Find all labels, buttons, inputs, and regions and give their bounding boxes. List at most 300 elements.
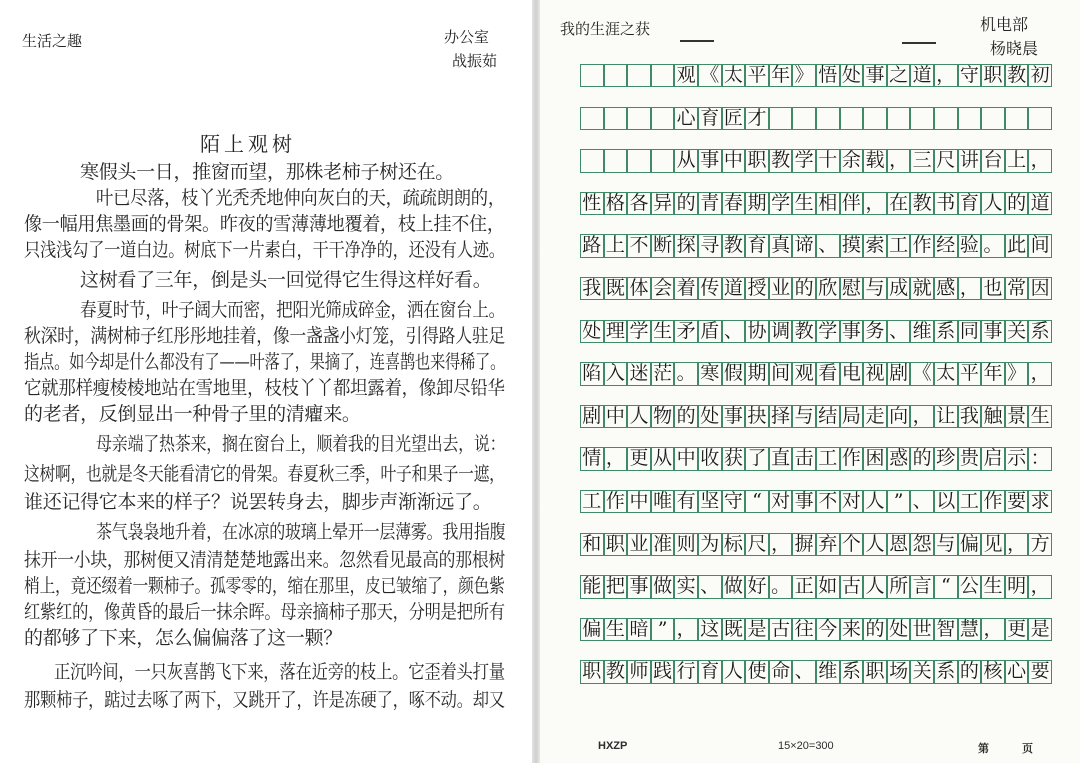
grid-char: 常	[1007, 277, 1027, 299]
grid-char: 从	[676, 149, 696, 172]
title-underline	[680, 40, 714, 42]
grid-char: 的	[865, 617, 885, 640]
left-line: 梢上，竟还缀着一颗柿子。孤零零的，缩在那里，皮已皱缩了，颜色紫	[24, 575, 505, 597]
grid-char: 择	[771, 404, 791, 427]
grid-char: ，	[1030, 149, 1050, 172]
grid-char: 期	[747, 362, 767, 385]
grid-char: 教	[605, 660, 625, 683]
grid-char: 贵	[959, 447, 979, 470]
grid-char: 就	[912, 277, 932, 299]
grid-char: 情	[582, 447, 602, 470]
grid-cell	[792, 107, 816, 130]
right-topic-label: 我的生涯之获	[560, 20, 651, 38]
grid-char: ”	[657, 617, 668, 640]
grid-char: 平	[747, 64, 767, 86]
grid-char: 职	[582, 660, 602, 683]
grid-char: 更	[629, 447, 649, 470]
grid-char: 着	[676, 277, 696, 299]
grid-char: 教	[794, 319, 814, 342]
grid-cell	[840, 107, 864, 130]
grid-char: 工	[582, 490, 602, 512]
left-line: 抹开一小块，那树便又清清楚楚地露出来。忽然看见最高的那根树	[24, 549, 506, 571]
grid-char: ，	[1030, 575, 1050, 598]
grid-char: 道	[723, 277, 743, 299]
grid-char: 此	[1007, 234, 1027, 257]
grid-char: 验	[959, 234, 979, 257]
grid-char: 言	[912, 575, 932, 598]
grid-char: 摸	[841, 234, 861, 257]
grid-char: 人	[865, 532, 885, 555]
grid-char: 年	[983, 362, 1003, 385]
grid-char: 成	[889, 277, 909, 299]
grid-char: 不	[818, 490, 838, 512]
grid-cell	[651, 149, 675, 172]
grid-char: 以	[936, 490, 956, 512]
grid-char: 作	[983, 490, 1003, 512]
grid-char: 太	[723, 64, 743, 86]
left-line: 它就那样瘦棱棱地站在雪地里，枝枝丫丫都坦露着，像卸尽铅华	[24, 377, 505, 399]
grid-char: 今	[818, 617, 838, 640]
grid-char: 观	[676, 64, 696, 86]
grid-char: 的	[1007, 191, 1027, 214]
grid-char: 准	[653, 532, 673, 555]
footer-spec: 15×20=300	[778, 740, 834, 752]
grid-char: 与	[936, 532, 956, 555]
grid-char: 直	[771, 447, 791, 470]
grid-char: 生	[605, 617, 625, 640]
grid-cell	[934, 107, 958, 130]
grid-char: 偏	[582, 617, 602, 640]
grid-char: 慧	[959, 617, 979, 640]
grid-char: 人	[629, 404, 649, 427]
grid-char: 暗	[629, 617, 649, 640]
grid-char: 是	[747, 617, 767, 640]
grid-char: 作	[605, 490, 625, 512]
grid-cell	[651, 107, 675, 130]
grid-char: 系	[936, 319, 956, 342]
grid-char: 所	[889, 575, 909, 598]
grid-char: 系	[841, 660, 861, 683]
grid-cell	[627, 149, 651, 172]
grid-char: 讲	[959, 149, 979, 172]
grid-char: 践	[653, 660, 673, 683]
grid-char: 关	[1007, 319, 1027, 342]
grid-char: 与	[865, 277, 885, 299]
grid-char: ，	[936, 64, 956, 86]
grid-char: 、	[723, 319, 743, 342]
grid-char: 学	[818, 319, 838, 342]
grid-char: 场	[889, 660, 909, 683]
left-line: 红紫红的，像黄昏的最后一抹余晖。母亲摘柿子那天，分明是把所有	[24, 601, 505, 623]
grid-char: 十	[818, 149, 838, 172]
grid-char: 的	[912, 447, 932, 470]
grid-char: 慰	[841, 277, 861, 299]
grid-char: 伴	[841, 191, 861, 214]
left-line: 茶气袅袅地升着，在冰凉的玻璃上晕开一层薄雾。我用指腹	[96, 521, 506, 543]
grid-char: 心	[1007, 660, 1027, 683]
left-line: 秋深时，满树柿子红彤彤地挂着，像一盏盏小灯笼，引得路人驻足	[24, 325, 506, 347]
grid-char: 景	[1007, 404, 1027, 427]
grid-char: “	[752, 490, 762, 512]
grid-char: 从	[653, 447, 673, 470]
page-gutter	[532, 0, 540, 763]
grid-char: 的	[959, 660, 979, 683]
grid-char: 要	[1007, 490, 1027, 512]
grid-cell	[981, 107, 1005, 130]
grid-char: 物	[653, 404, 673, 427]
grid-char: 之	[889, 64, 909, 86]
grid-char: 我	[582, 277, 602, 299]
grid-char: 的	[794, 277, 814, 299]
grid-char: ，	[889, 149, 909, 172]
grid-char: 生	[983, 575, 1003, 598]
grid-char: 视	[865, 362, 885, 385]
grid-char: 载	[865, 149, 885, 172]
grid-char: 、	[818, 234, 838, 257]
grid-char: 核	[983, 660, 1003, 683]
footer-page-suffix: 页	[1022, 743, 1033, 755]
grid-char: 在	[889, 191, 909, 214]
grid-char: 尺	[747, 532, 767, 555]
grid-char: 公	[959, 575, 979, 598]
grid-char: 行	[676, 660, 696, 683]
grid-char: 向	[889, 404, 909, 427]
grid-char: 春	[723, 191, 743, 214]
grid-char: 。	[771, 575, 791, 598]
grid-char: 不	[629, 234, 649, 257]
left-line: 谁还记得它本来的样子？说罢转身去，脚步声渐渐远了。	[24, 491, 492, 513]
grid-char: 有	[676, 490, 696, 512]
grid-cell	[863, 107, 887, 130]
grid-char: 心	[676, 106, 696, 129]
left-line: 寒假头一日，推窗而望，那株老柿子树还在。	[80, 161, 455, 183]
grid-char: 实	[676, 575, 696, 598]
grid-char: ，	[912, 404, 932, 427]
grid-char: 把	[605, 575, 625, 598]
grid-char: 路	[582, 234, 602, 257]
grid-char: 作	[912, 234, 932, 257]
grid-char: 能	[582, 575, 602, 598]
grid-char: 工	[959, 490, 979, 512]
grid-cell	[958, 107, 982, 130]
grid-char: 事	[841, 319, 861, 342]
grid-char: 体	[629, 277, 649, 299]
grid-char: 使	[747, 660, 767, 683]
grid-cell	[627, 64, 651, 87]
grid-char: 工	[889, 234, 909, 257]
grid-char: 育	[700, 106, 720, 129]
grid-char: 迷	[629, 362, 649, 385]
grid-char: 的	[676, 404, 696, 427]
grid-char: “	[940, 575, 951, 598]
grid-char: 珍	[936, 447, 956, 470]
grid-char: 事	[983, 319, 1003, 342]
left-line: 母亲端了热茶来，搁在窗台上，顺着我的目光望出去，说：	[96, 433, 506, 455]
grid-char: 处	[841, 64, 861, 86]
grid-char: ，	[1030, 362, 1050, 385]
grid-char: 职	[983, 64, 1003, 86]
grid-char: 既	[605, 277, 625, 299]
grid-char: 教	[912, 191, 932, 214]
grid-char: 局	[841, 404, 861, 427]
grid-char: 才	[747, 106, 767, 129]
grid-char: 来	[841, 617, 861, 640]
grid-char: 世	[912, 617, 932, 640]
grid-cell	[580, 149, 604, 172]
grid-char: 会	[653, 277, 673, 299]
grid-char: 上	[605, 234, 625, 257]
left-line: 的老者，反倒显出一种骨子里的清癯来。	[24, 403, 361, 425]
grid-char: 职	[865, 660, 885, 683]
grid-cell	[604, 107, 628, 130]
grid-char: 业	[629, 532, 649, 555]
grid-char: 人	[865, 575, 885, 598]
grid-char: 矛	[676, 319, 696, 342]
grid-char: 的	[676, 191, 696, 214]
grid-char: 学	[771, 191, 791, 214]
grid-char: 击	[794, 447, 814, 470]
grid-char: 欣	[818, 277, 838, 299]
grid-char: 育	[700, 660, 720, 683]
grid-char: 好	[747, 575, 767, 598]
grid-char: 盾	[700, 319, 720, 342]
grid-char: 陷	[582, 362, 602, 385]
grid-char: 职	[605, 532, 625, 555]
grid-char: 经	[936, 234, 956, 257]
grid-char: 悟	[818, 64, 838, 86]
grid-char: 事	[794, 490, 814, 512]
grid-char: 育	[747, 234, 767, 257]
grid-char: 平	[959, 362, 979, 385]
grid-char: 断	[653, 234, 673, 257]
grid-char: 上	[1007, 149, 1027, 172]
grid-char: 中	[605, 404, 625, 427]
grid-cell	[651, 64, 675, 87]
grid-char: 《	[912, 362, 932, 385]
grid-char: 事	[629, 575, 649, 598]
grid-char: 教	[1007, 64, 1027, 86]
grid-char: 对	[841, 490, 861, 512]
grid-char: 教	[771, 149, 791, 172]
grid-char: 明	[1007, 575, 1027, 598]
grid-char: 《	[700, 64, 720, 86]
grid-char: 中	[676, 447, 696, 470]
grid-char: 人	[723, 660, 743, 683]
grid-char: 也	[983, 277, 1003, 299]
grid-char: 格	[605, 191, 625, 214]
grid-char: ，	[865, 191, 885, 214]
grid-char: 匠	[723, 106, 743, 129]
grid-char: 弃	[818, 532, 838, 555]
grid-cell	[816, 107, 840, 130]
grid-char: 生	[1030, 404, 1050, 427]
grid-char: 、	[794, 660, 814, 683]
grid-char: 调	[771, 319, 791, 342]
grid-char: 协	[747, 319, 767, 342]
grid-char: ：	[1030, 447, 1050, 470]
grid-char: 寻	[700, 234, 720, 257]
grid-char: 间	[1030, 234, 1050, 257]
grid-char: 则	[676, 532, 696, 555]
grid-char: 师	[629, 660, 649, 683]
grid-char: 年	[771, 64, 791, 86]
grid-char: 务	[865, 319, 885, 342]
grid-char: 我	[959, 404, 979, 427]
grid-char: 处	[889, 617, 909, 640]
grid-char: 尺	[936, 149, 956, 172]
grid-char: 获	[723, 447, 743, 470]
grid-char: 观	[794, 362, 814, 385]
grid-char: ，	[676, 617, 696, 640]
left-line: 叶已尽落，枝丫光秃秃地伸向灰白的天，疏疏朗朗的，	[96, 187, 505, 209]
grid-char: 中	[723, 149, 743, 172]
grid-char: 生	[794, 191, 814, 214]
grid-char: 系	[1030, 319, 1050, 342]
grid-char: 真	[771, 234, 791, 257]
grid-char: 做	[723, 575, 743, 598]
grid-char: 生	[653, 319, 673, 342]
grid-char: 寒	[700, 362, 720, 385]
grid-char: 相	[818, 191, 838, 214]
grid-char: 抉	[747, 404, 767, 427]
grid-char: 偏	[959, 532, 979, 555]
grid-char: 命	[771, 660, 791, 683]
left-line: 这树看了三年，倒是头一回觉得它生得这样好看。	[80, 269, 492, 291]
left-line: 像一幅用焦墨画的骨架。昨夜的雪薄薄地覆着，枝上挂不住，	[24, 213, 505, 235]
grid-char: 各	[629, 191, 649, 214]
grid-char: 职	[747, 149, 767, 172]
grid-char: 个	[841, 532, 861, 555]
grid-cell	[580, 64, 604, 87]
grid-char: 摒	[794, 532, 814, 555]
grid-char: 处	[700, 404, 720, 427]
grid-char: 事	[723, 404, 743, 427]
grid-char: 异	[653, 191, 673, 214]
grid-char: 太	[936, 362, 956, 385]
grid-char: 智	[936, 617, 956, 640]
left-line: 指点。如今却是什么都没有了——叶落了，果摘了，连喜鹊也来得稀了。	[24, 351, 506, 373]
grid-char: ，	[1007, 532, 1027, 555]
grid-char: 为	[700, 532, 720, 555]
grid-char: 剧	[889, 362, 909, 385]
grid-char: 业	[771, 277, 791, 299]
grid-cell	[910, 107, 934, 130]
right-author: 杨晓晨	[990, 39, 1039, 58]
grid-char: 道	[1030, 191, 1050, 214]
left-page	[0, 0, 532, 763]
grid-char: 》	[794, 64, 814, 86]
grid-cell	[604, 64, 628, 87]
grid-char: 索	[865, 234, 885, 257]
footer-brand: HXZP	[598, 740, 628, 752]
grid-char: 求	[1030, 490, 1050, 512]
grid-char: 工	[818, 447, 838, 470]
grid-char: 与	[794, 404, 814, 427]
grid-char: 方	[1030, 532, 1050, 555]
grid-cell	[604, 149, 628, 172]
left-topic-label: 生活之趣	[22, 32, 83, 50]
grid-char: 中	[629, 490, 649, 512]
grid-char: 台	[983, 149, 1003, 172]
grid-cell	[769, 107, 793, 130]
grid-char: 了	[747, 447, 767, 470]
left-author: 战振茹	[452, 52, 498, 70]
grid-char: 授	[747, 277, 767, 299]
grid-char: 间	[771, 362, 791, 385]
grid-char: 作	[841, 447, 861, 470]
grid-char: 见	[983, 532, 1003, 555]
right-department: 机电部	[980, 15, 1029, 34]
grid-char: 惑	[889, 447, 909, 470]
grid-char: 恩	[889, 532, 909, 555]
left-department: 办公室	[444, 28, 490, 46]
grid-char: ，	[959, 277, 979, 299]
grid-char: 处	[582, 319, 602, 342]
grid-char: 是	[1030, 617, 1050, 640]
left-line: 那颗柿子，踮过去啄了两下，又跳开了，许是冻硬了，啄不动。却又	[24, 689, 505, 711]
grid-char: 事	[700, 149, 720, 172]
grid-char: 茫	[653, 362, 673, 385]
grid-char: ，	[605, 447, 625, 470]
right-page	[540, 0, 1080, 763]
grid-char: 期	[747, 191, 767, 214]
grid-char: 》	[1007, 362, 1027, 385]
grid-char: 结	[818, 404, 838, 427]
grid-char: 标	[723, 532, 743, 555]
grid-char: 谛	[794, 234, 814, 257]
grid-char: 假	[723, 362, 743, 385]
grid-char: 对	[771, 490, 791, 512]
grid-char: 维	[912, 319, 932, 342]
grid-char: 困	[865, 447, 885, 470]
grid-char: 守	[723, 490, 743, 512]
grid-char: 传	[700, 277, 720, 299]
grid-char: 既	[723, 617, 743, 640]
grid-char: 探	[676, 234, 696, 257]
grid-char: 初	[1030, 64, 1050, 86]
title-underline	[902, 42, 936, 44]
grid-char: ，	[771, 532, 791, 555]
grid-char: ”	[893, 490, 904, 512]
grid-char: 学	[794, 149, 814, 172]
grid-char: 、	[912, 490, 932, 512]
grid-char: 书	[936, 191, 956, 214]
grid-char: 维	[818, 660, 838, 683]
grid-char: 古	[771, 617, 791, 640]
left-line: 只浅浅勾了一道白边。树底下一片素白，干干净净的，还没有人迹。	[24, 239, 505, 261]
footer-page-label: 第	[978, 743, 989, 755]
grid-char: 走	[865, 404, 885, 427]
grid-cell	[887, 107, 911, 130]
grid-char: 启	[983, 447, 1003, 470]
grid-char: 学	[629, 319, 649, 342]
grid-char: 青	[700, 191, 720, 214]
grid-char: 这	[700, 617, 720, 640]
grid-char: 、	[700, 575, 720, 598]
grid-char: 感	[936, 277, 956, 299]
left-title: 陌上观树	[200, 132, 296, 156]
grid-char: ，	[983, 617, 1003, 640]
grid-char: 和	[582, 532, 602, 555]
grid-char: 守	[959, 64, 979, 86]
left-line: 的都够了下来，怎么偏偏落了这一颗？	[24, 627, 342, 649]
grid-char: 系	[936, 660, 956, 683]
grid-char: 看	[818, 362, 838, 385]
grid-cell	[1005, 107, 1029, 130]
grid-char: 坚	[700, 490, 720, 512]
grid-char: 育	[959, 191, 979, 214]
grid-cell	[1028, 107, 1052, 130]
